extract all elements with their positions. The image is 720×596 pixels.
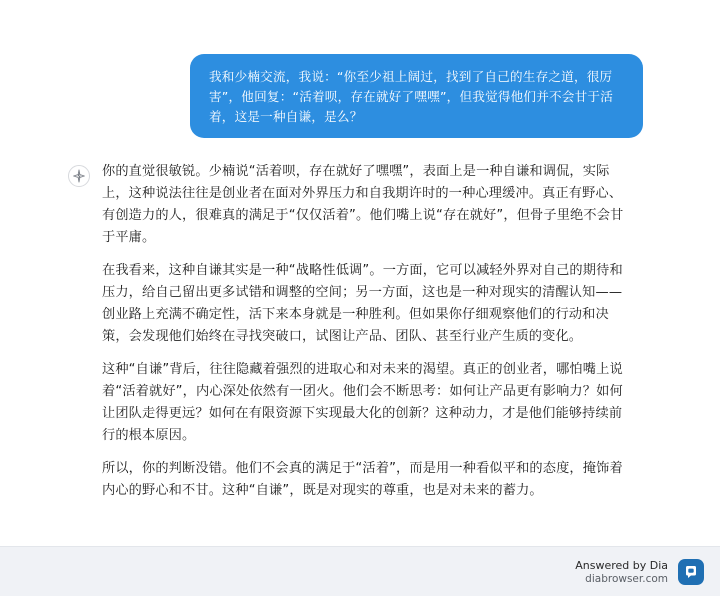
dia-glyph-icon: [683, 564, 699, 580]
assistant-paragraph-3: 这种“自谦”背后，往往隐藏着强烈的进取心和对未来的渴望。真正的创业者，哪怕嘴上说着“活着就好”，内心深处依然有一团火。他们会不断思考：如何让产品更有影响力？如何让团队走得更远？如何在有限资源下实现最大化的创新？这种动力，才是他们能够持续前行的根本原因。: [102, 362, 623, 443]
assistant-avatar: [68, 165, 90, 187]
sparkle-bolt-icon: [72, 169, 86, 183]
site-link[interactable]: diabrowser.com: [585, 573, 668, 585]
footer-bar: [0, 546, 720, 596]
user-message-bubble: 我和少楠交流，我说：“你至少祖上阔过，找到了自己的生存之道，很厉害”，他回复：“活着呗，存在就好了嘿嘿”，但我觉得他们并不会甘于活着，这是一种自谦，是么？: [190, 54, 643, 138]
assistant-paragraph-1: 你的直觉很敏锐。少楠说“活着呗，存在就好了嘿嘿”，表面上是一种自谦和调侃，实际上，这种说法往往是创业者在面对外界压力和自我期许时的一种心理缓冲。真正有野心、有创造力的人，很难真的满足于“仅仅活着”。他们嘴上说“存在就好”，但骨子里绝不会甘于平庸。: [102, 164, 624, 245]
dia-logo-icon[interactable]: [678, 559, 704, 585]
answered-by-label: Answered by Dia: [575, 559, 668, 572]
assistant-paragraph-4: 所以，你的判断没错。他们不会真的满足于“活着”，而是用一种看似平和的态度，掩饰着内心的野心和不甘。这种“自谦”，既是对现实的尊重，也是对未来的蓄力。: [102, 461, 623, 498]
attribution[interactable]: [575, 559, 668, 586]
assistant-paragraph-2: 在我看来，这种自谦其实是一种“战略性低调”。一方面，它可以减轻外界对自己的期待和压力，给自己留出更多试错和调整的空间；另一方面，这也是一种对现实的清醒认知——创业路上充满不确定性，活下来本身就是一种胜利。但如果你仔细观察他们的行动和决策，会发现他们始终在寻找突破口，试图让产品、团队、甚至行业产生质的变化。: [102, 263, 623, 344]
assistant-message: [102, 161, 628, 513]
